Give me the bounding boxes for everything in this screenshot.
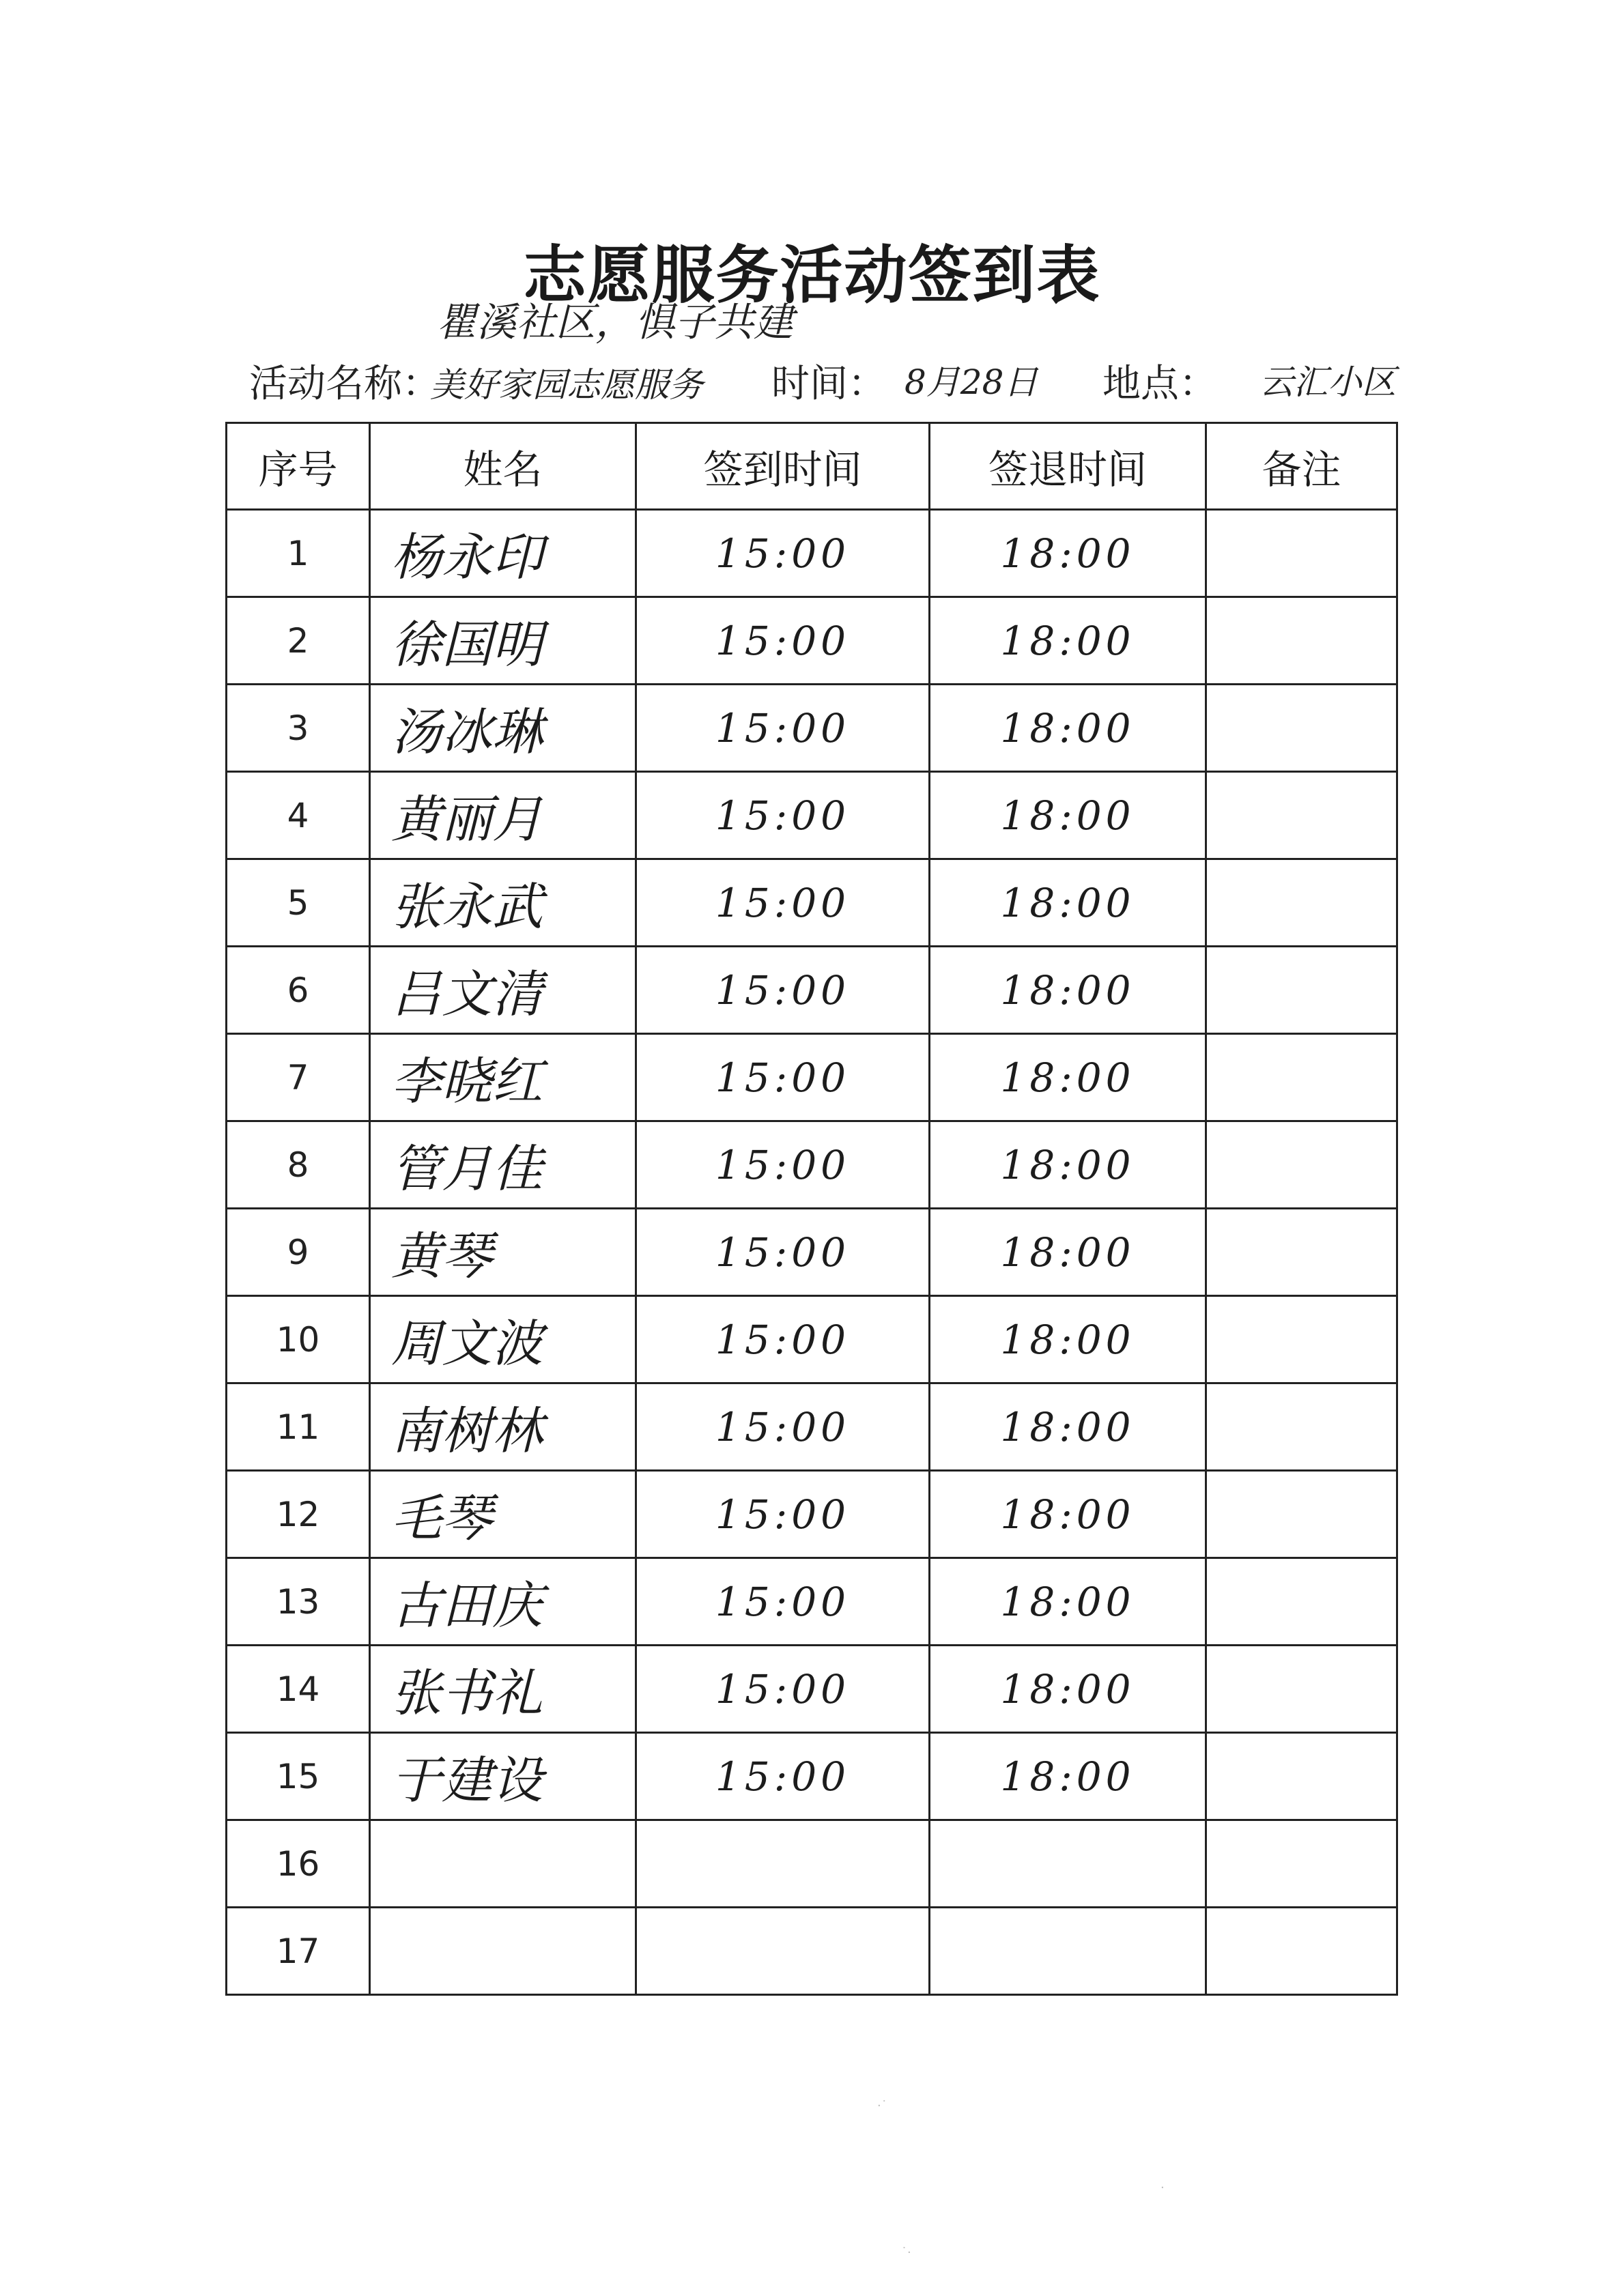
row-name (370, 1820, 636, 1908)
row-sign-out-time: 18:00 (930, 859, 1206, 947)
row-sign-in-time: 15:00 (636, 1296, 930, 1383)
row-sign-out-time (930, 1820, 1206, 1908)
row-sign-out-time: 18:00 (930, 1209, 1206, 1296)
table-row (227, 1733, 1397, 1820)
row-number: 12 (227, 1471, 370, 1558)
row-sign-in-time: 15:00 (636, 510, 930, 597)
row-sign-out-time: 18:00 (930, 1034, 1206, 1121)
row-sign-out-time: 18:00 (930, 772, 1206, 859)
row-sign-in-time: 15:00 (636, 772, 930, 859)
table-row (227, 685, 1397, 772)
row-note (1206, 510, 1397, 597)
row-sign-out-time (930, 1908, 1206, 1995)
row-note (1206, 772, 1397, 859)
row-sign-in-time: 15:00 (636, 1121, 930, 1209)
row-sign-in-time: 15:00 (636, 859, 930, 947)
table-row (227, 1820, 1397, 1908)
header-sign-out: 签退时间 (930, 423, 1206, 510)
row-note (1206, 1820, 1397, 1908)
row-number: 7 (227, 1034, 370, 1121)
signin-table (225, 422, 1398, 1996)
row-number: 10 (227, 1296, 370, 1383)
row-sign-out-time: 18:00 (930, 1471, 1206, 1558)
time-label: 时间： (771, 362, 886, 406)
row-note (1206, 1471, 1397, 1558)
row-sign-out-time: 18:00 (930, 1558, 1206, 1646)
row-note (1206, 1733, 1397, 1820)
table-row (227, 859, 1397, 947)
scan-speck: ˙· (901, 2245, 911, 2260)
page-title: 志愿服务活动签到表 (523, 238, 1101, 312)
row-number: 15 (227, 1733, 370, 1820)
table-row (227, 1908, 1397, 1995)
row-name: 南树林 (370, 1383, 636, 1471)
row-sign-in-time (636, 1820, 930, 1908)
table-row (227, 1296, 1397, 1383)
row-sign-out-time: 18:00 (930, 685, 1206, 772)
row-sign-out-time: 18:00 (930, 1646, 1206, 1733)
table-row (227, 1558, 1397, 1646)
row-name: 周文波 (370, 1296, 636, 1383)
row-note (1206, 1209, 1397, 1296)
row-number: 13 (227, 1558, 370, 1646)
row-number: 3 (227, 685, 370, 772)
row-number: 17 (227, 1908, 370, 1995)
row-name: 于建设 (370, 1733, 636, 1820)
row-number: 4 (227, 772, 370, 859)
row-name: 管月佳 (370, 1121, 636, 1209)
row-name: 古田庆 (370, 1558, 636, 1646)
row-note (1206, 1121, 1397, 1209)
activity-name-value: 美好家园志愿服务 (430, 365, 703, 405)
row-note (1206, 1908, 1397, 1995)
row-sign-out-time: 18:00 (930, 510, 1206, 597)
row-note (1206, 1558, 1397, 1646)
table-header-row (227, 423, 1397, 510)
row-sign-in-time (636, 1908, 930, 1995)
table-row (227, 1034, 1397, 1121)
row-note (1206, 1646, 1397, 1733)
header-no: 序号 (227, 423, 370, 510)
table-row (227, 1383, 1397, 1471)
row-sign-out-time: 18:00 (930, 1121, 1206, 1209)
table-row (227, 947, 1397, 1034)
row-number: 2 (227, 597, 370, 685)
row-name: 汤冰琳 (370, 685, 636, 772)
row-sign-in-time: 15:00 (636, 1383, 930, 1471)
table-row (227, 1471, 1397, 1558)
row-number: 14 (227, 1646, 370, 1733)
row-number: 1 (227, 510, 370, 597)
table-row (227, 1209, 1397, 1296)
row-note (1206, 1034, 1397, 1121)
row-name: 张书礼 (370, 1646, 636, 1733)
row-note (1206, 685, 1397, 772)
header-note: 备注 (1206, 423, 1397, 510)
table-row (227, 510, 1397, 597)
header-sign-in: 签到时间 (636, 423, 930, 510)
row-name: 杨永印 (370, 510, 636, 597)
row-sign-out-time: 18:00 (930, 947, 1206, 1034)
row-note (1206, 597, 1397, 685)
row-sign-in-time: 15:00 (636, 597, 930, 685)
activity-name-label: 活动名称： (249, 362, 440, 406)
activity-info-row (249, 348, 1410, 410)
scan-speck: · (1160, 2181, 1165, 2195)
row-sign-in-time: 15:00 (636, 1209, 930, 1296)
row-number: 11 (227, 1383, 370, 1471)
header-name: 姓名 (370, 423, 636, 510)
row-sign-in-time: 15:00 (636, 1558, 930, 1646)
scan-speck: ·˙ (877, 2099, 887, 2113)
table-row (227, 772, 1397, 859)
row-number: 8 (227, 1121, 370, 1209)
row-name: 徐国明 (370, 597, 636, 685)
row-name: 张永武 (370, 859, 636, 947)
row-sign-out-time: 18:00 (930, 1296, 1206, 1383)
row-sign-in-time: 15:00 (636, 1034, 930, 1121)
row-note (1206, 1296, 1397, 1383)
row-sign-out-time: 18:00 (930, 1733, 1206, 1820)
row-sign-in-time: 15:00 (636, 1471, 930, 1558)
location-label: 地点： (1102, 362, 1217, 406)
row-note (1206, 1383, 1397, 1471)
row-name: 毛琴 (370, 1471, 636, 1558)
row-number: 16 (227, 1820, 370, 1908)
table-body (227, 510, 1397, 1995)
row-name: 李晓红 (370, 1034, 636, 1121)
row-note (1206, 859, 1397, 947)
table-row (227, 597, 1397, 685)
row-sign-out-time: 18:00 (930, 1383, 1206, 1471)
row-sign-in-time: 15:00 (636, 685, 930, 772)
time-value: 8月28日 (904, 362, 1038, 402)
row-note (1206, 947, 1397, 1034)
row-number: 5 (227, 859, 370, 947)
table-row (227, 1121, 1397, 1209)
row-name: 黄丽月 (370, 772, 636, 859)
row-name: 吕文清 (370, 947, 636, 1034)
row-number: 9 (227, 1209, 370, 1296)
row-sign-in-time: 15:00 (636, 1646, 930, 1733)
row-sign-in-time: 15:00 (636, 947, 930, 1034)
row-sign-in-time: 15:00 (636, 1733, 930, 1820)
row-name: 黄琴 (370, 1209, 636, 1296)
organizer-handwritten: 瞿溪社区，惧子共建 (437, 299, 794, 345)
row-number: 6 (227, 947, 370, 1034)
row-sign-out-time: 18:00 (930, 597, 1206, 685)
location-value: 云汇小区 (1259, 362, 1396, 402)
table-row (227, 1646, 1397, 1733)
row-name (370, 1908, 636, 1995)
